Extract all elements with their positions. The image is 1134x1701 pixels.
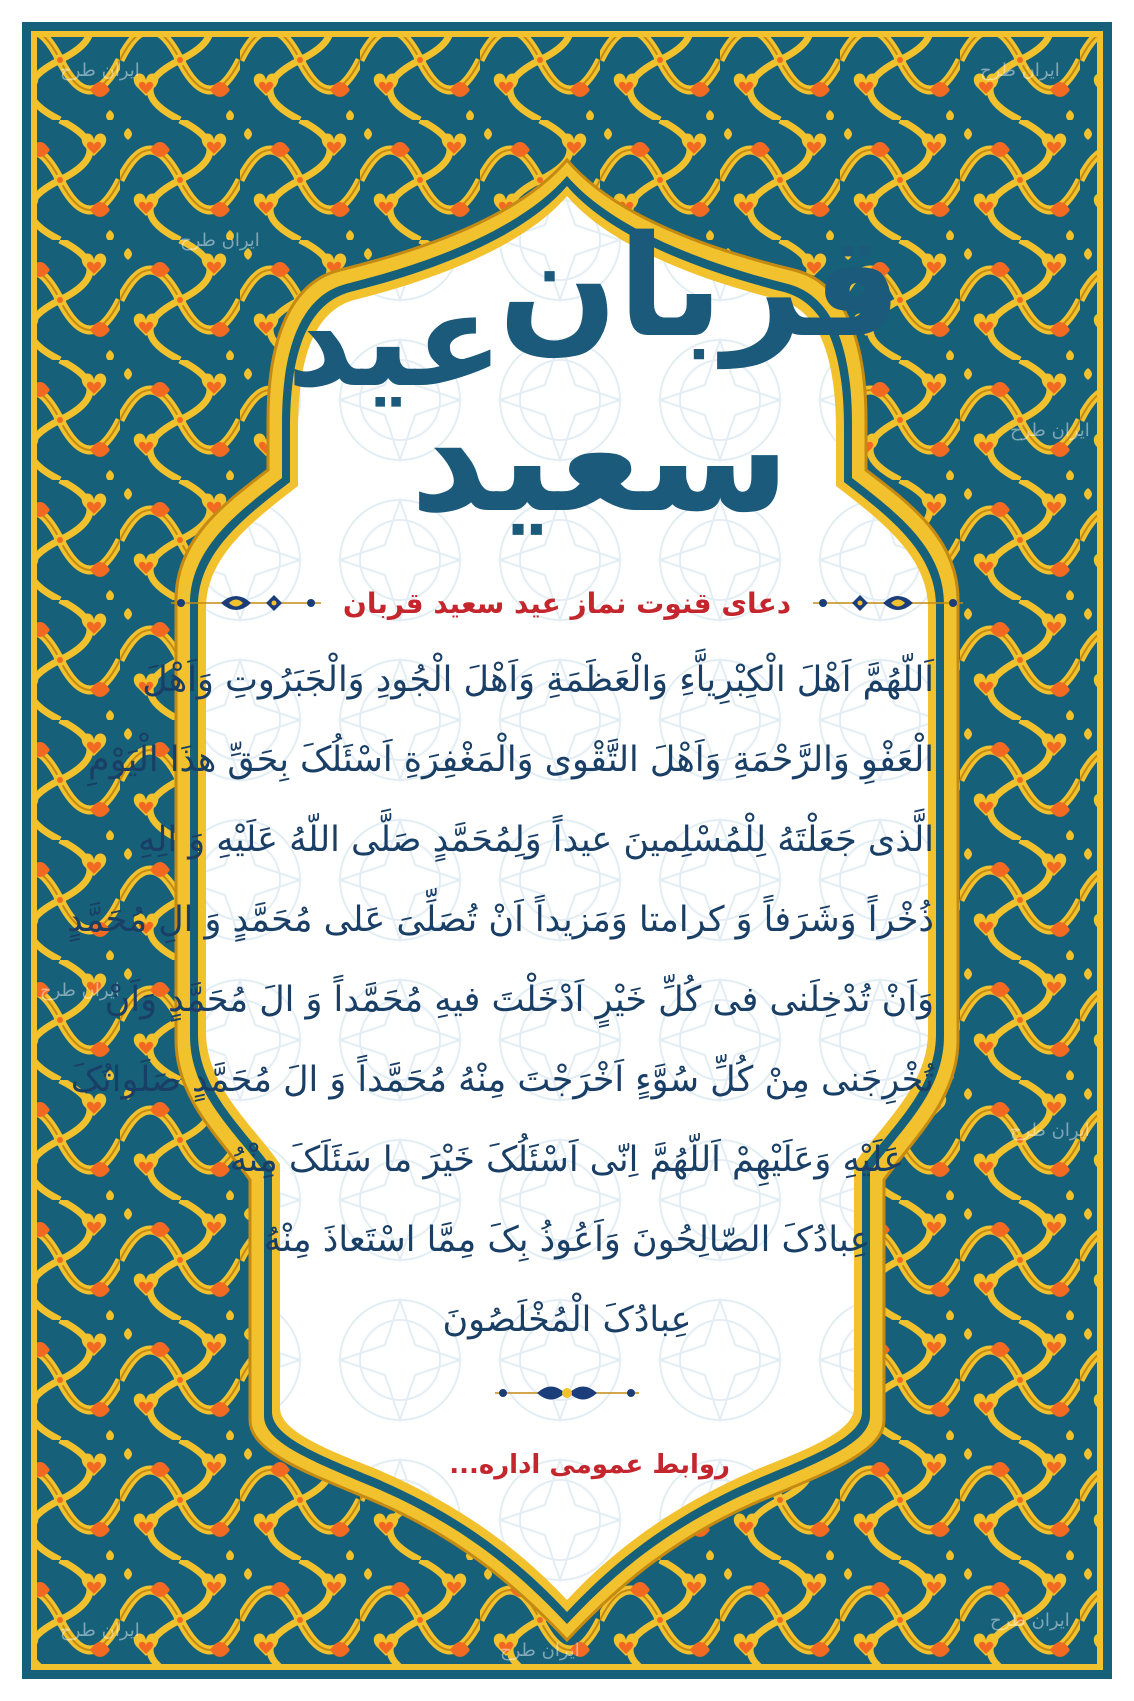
prayer-line: تُخْرِجَنی مِنْ كُلِّ سُوَّءٍ اَخْرَجْتَ مِنْهُ مُحَمَّداً وَ الَ مُحَمَّدٍ صَلَواتُکَ (70, 1060, 934, 1100)
watermark: ایران طرح (40, 980, 120, 1001)
bottom-ornament (495, 1377, 639, 1409)
title-word-qurban: قربان (498, 206, 902, 369)
prayer-line: وَاَنْ تُدْخِلَنی فی كُلِّ خَيْرٍ اَدْخَلْتَ فيهِ مُحَمَّداً وَ الَ مُحَمَّدٍ وَاَنْ (104, 980, 934, 1020)
footer-text: روابط عمومی اداره... (449, 1450, 730, 1480)
watermark: ایران طرح (60, 1620, 140, 1641)
prayer-line: ذُخْراً وَشَرَفاً وَ كرامتا وَمَزيداً اَنْ تُصَلِّیَ عَلی مُحَمَّدٍ وَ الِ مُحَمَّدٍ (67, 900, 934, 940)
watermark: ایران طرح (180, 230, 260, 251)
prayer-line: الْعَفْوِ وَالرَّحْمَةِ وَاَهْلَ التَّقْوی وَالْمَغْفِرَةِ اَسْئَلُکَ بِحَقِّ هذَا الْيَوْمِ (87, 740, 934, 780)
prayer-line: الَّذی جَعَلْتَهُ لِلْمُسْلِمينَ عيداً وَلِمُحَمَّدٍ صَلَّی اللّهُ عَلَيْهِ وَ الِهِ (137, 820, 934, 860)
prayer-line: عَلَيْهِ وَعَلَيْهِمْ اَللّهُمَّ اِنّی اَسْئَلُکَ خَيْرَ ما سَئَلَکَ مِنْهُ (229, 1140, 905, 1180)
left-divider-ornament (171, 586, 321, 620)
watermark: ایران طرح (1010, 420, 1090, 441)
calligraphy-title (180, 185, 954, 555)
watermark: ایران طرح (60, 60, 140, 81)
watermark: ایران طرح (500, 1640, 580, 1661)
subtitle-row (120, 578, 1014, 628)
watermark: ایران طرح (1010, 1120, 1090, 1141)
prayer-line: اَللّهُمَّ اَهْلَ الْكِبْرِياَّءِ وَالْعَظَمَةِ وَاَهْلَ الْجُودِ وَالْجَبَرُوتِ وَاَهْلَ (142, 660, 934, 700)
title-word-eid: عید (286, 264, 504, 416)
subtitle: دعای قنوت نماز عید سعید قربان (342, 586, 792, 620)
right-divider-ornament (813, 586, 963, 620)
watermark: ایران طرح (980, 60, 1060, 81)
prayer-line: عِبادُکَ الصّالِحُونَ وَاَعُوذُ بِکَ مِمَّا اسْتَعاذَ مِنْهُ (263, 1220, 871, 1260)
watermark: ایران طرح (990, 1610, 1070, 1631)
title-word-saeed: سعید (409, 372, 791, 546)
prayer-line: عِبادُکَ الْمُخْلَصُونَ (442, 1300, 692, 1340)
